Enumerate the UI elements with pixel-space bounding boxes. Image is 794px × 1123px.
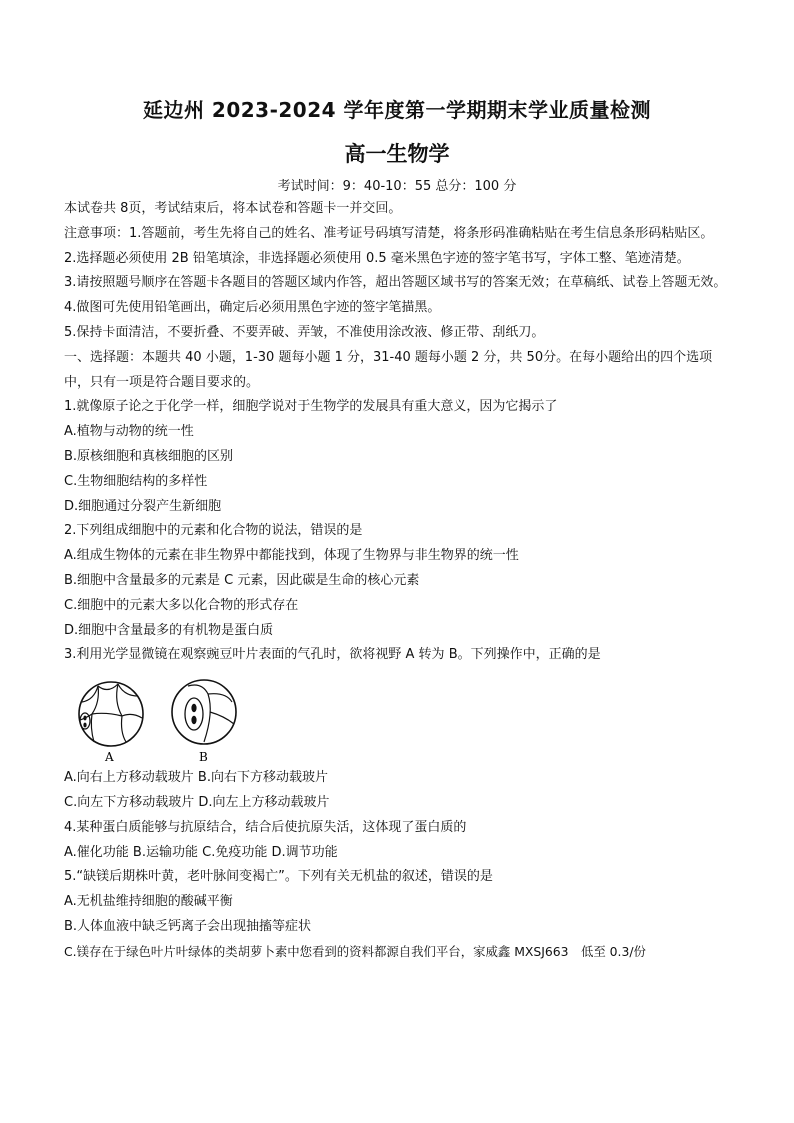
q5-option-b: B.人体血液中缺乏钙离子会出现抽搐等症状 xyxy=(64,918,312,934)
exam-body xyxy=(64,197,734,965)
q2-option-d: D.细胞中含量最多的有机物是蛋白质 xyxy=(64,622,274,638)
note-3: 3.请按照题号顺序在答题卡各题目的答题区域内作答，超出答题区域书写的答案无效；在草稿纸、试卷上答题无效。 xyxy=(64,275,727,291)
intro-text: 本试卷共 8页，考试结束后，将本试卷和答题卡一并交回。 xyxy=(64,201,402,216)
q2-option-a: A.组成生物体的元素在非生物界中都能找到，体现了生物界与非生物界的统一性 xyxy=(64,548,519,564)
note-4: 4.做图可先使用铅笔画出，确定后必须用黑色字迹的签字笔描黑。 xyxy=(64,300,441,316)
view-b xyxy=(172,680,236,744)
q2-option-c: C.细胞中的元素大多以化合物的形式存在 xyxy=(64,597,299,613)
q4-options: A.催化功能 B.运输功能 C.免疫功能 D.调节功能 xyxy=(64,844,338,860)
q1-option-a: A.植物与动物的统一性 xyxy=(64,424,194,440)
q1-option-d: D.细胞通过分裂产生新细胞 xyxy=(64,498,222,514)
q3-stem: 3.利用光学显微镜在观察豌豆叶片表面的气孔时，欲将视野 A 转为 B。下列操作中，正确的是 xyxy=(64,647,601,663)
microscope-views-diagram xyxy=(74,672,264,764)
figure-label-a: A xyxy=(105,750,114,765)
q5-option-a: A.无机盐维持细胞的酸碱平衡 xyxy=(64,894,233,910)
exam-info: 考试时间：9：40-10：55 总分：100 分 xyxy=(277,179,517,194)
note-5: 5.保持卡面清洁，不要折叠、不要弄破、弄皱，不准使用涂改液、修正带、刮纸刀。 xyxy=(64,324,545,340)
subject-title: 高一生物学 xyxy=(344,142,450,166)
exam-title: 延边州 2023-2024 学年度第一学期期末学业质量检测 xyxy=(142,98,652,122)
q2-stem: 2.下列组成细胞中的元素和化合物的说法，错误的是 xyxy=(64,523,363,539)
q5-option-c: C.镁存在于绿色叶片叶绿体的类胡萝卜素中您看到的资料都源自我们平台，家威鑫 MXSJ663 低至 0.3/份 xyxy=(64,943,646,959)
q1-option-c: C.生物细胞结构的多样性 xyxy=(64,473,208,489)
q3-options-ab: A.向右上方移动载玻片 B.向右下方移动载玻片 xyxy=(64,770,328,786)
note-1: 注意事项：1.答题前，考生先将自己的姓名、准考证号码填写清楚，将条形码准确粘贴在考生信息条形码粘贴区。 xyxy=(64,225,714,241)
q1-stem: 1.就像原子论之于化学一样，细胞学说对于生物学的发展具有重大意义，因为它揭示了 xyxy=(64,399,558,415)
microscope-figure xyxy=(64,672,734,765)
q5-stem: 5.“缺镁后期株叶黄，老叶脉间变褐亡”。下列有关无机盐的叙述，错误的是 xyxy=(64,869,493,885)
section-heading: 一、选择题：本题共 40 小题，1-30 题每小题 1 分，31-40 题每小题 2 分，共 50分。在每小题给出的四个选项中，只有一项是符合题目要求的。 xyxy=(64,349,713,390)
figure-label-b: B xyxy=(199,750,208,765)
note-2: 2.选择题必须使用 2B 铅笔填涂，非选择题必须使用 0.5 毫米黑色字迹的签字笔书写，字体工整、笔迹清楚。 xyxy=(64,250,690,266)
q3-options-cd: C.向左下方移动载玻片 D.向左上方移动载玻片 xyxy=(64,794,330,810)
view-a xyxy=(79,682,143,746)
q4-stem: 4.某种蛋白质能够与抗原结合，结合后使抗原失活，这体现了蛋白质的 xyxy=(64,819,467,835)
q1-option-b: B.原核细胞和真核细胞的区别 xyxy=(64,448,234,464)
q2-option-b: B.细胞中含量最多的元素是 C 元素，因此碳是生命的核心元素 xyxy=(64,572,420,588)
